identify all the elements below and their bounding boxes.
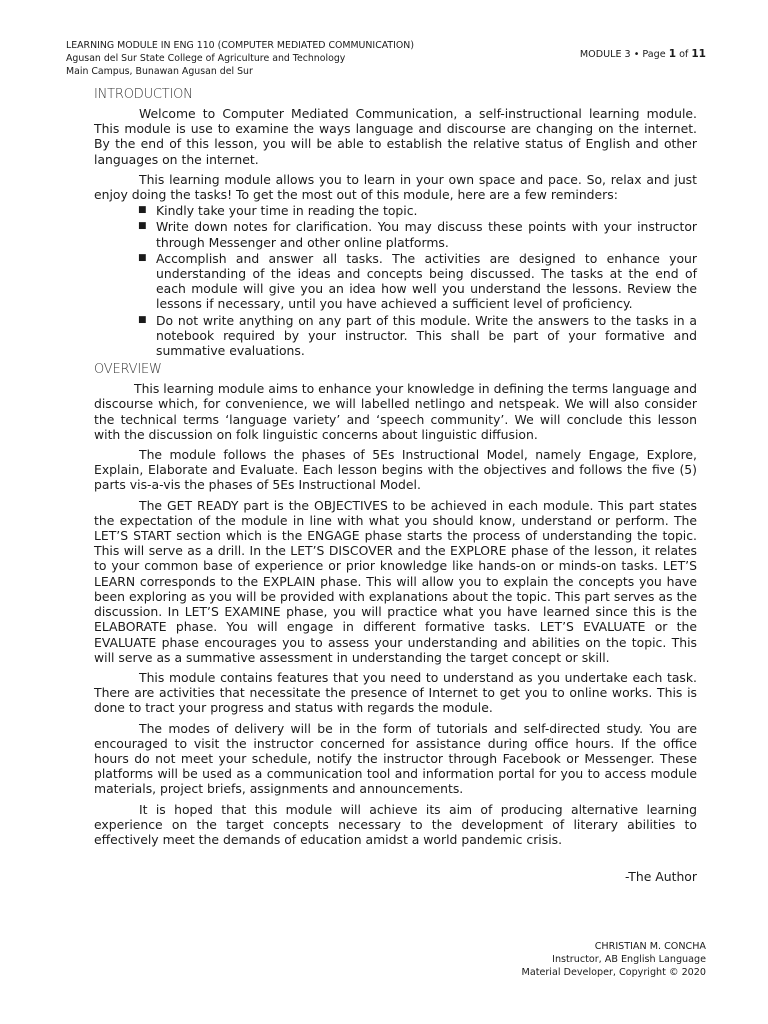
header-course-title: LEARNING MODULE IN ENG 110 (COMPUTER MEDIATED COMMUNICATION)	[66, 40, 414, 51]
header-institution: Agusan del Sur State College of Agriculture and Technology	[66, 53, 346, 64]
overview-paragraph: This module contains features that you need to understand as you undertake each task. There are activities that necessitate the presence of Internet to get you to online works. This is done to tract your progress and status with regards the module.	[94, 669, 697, 716]
author-signoff: -The Author	[624, 869, 697, 885]
module-label: MODULE 3 • Page	[579, 49, 669, 60]
footer-author-role: Instructor, AB English Language	[552, 954, 706, 965]
document-footer	[522, 940, 706, 979]
overview-paragraph: This learning module aims to enhance your knowledge in defining the terms language and discourse which, for convenience, we will labelled netlingo and netspeak. We will also consider the technical terms ‘language variety’ and ‘speech community’. We will conclude this lesson with the discussion on folk linguistic concerns about linguistic diffusion.	[94, 381, 697, 442]
document-body	[94, 84, 697, 884]
square-bullet-icon: ■	[138, 252, 147, 263]
footer-copyright: Material Developer, Copyright © 2020	[521, 967, 706, 978]
square-bullet-icon: ■	[138, 221, 147, 232]
overview-paragraph: The GET READY part is the OBJECTIVES to be achieved in each module. This part states the expectation of the module in line with what you should know, understand or perform. The LET’S START section which is the ENGAGE phase starts the process of understanding the topic. This will serve as a drill. In the LET’S DISCOVER and the EXPLORE phase of the lesson, it relates to your common base of experience or prior knowledge like hands-on or minds-on tasks. LET’S LEARN corresponds to the EXPLAIN phase. This will allow you to explain the concepts you have been exploring as you will be provided with explanations about the topic. This part serves as the discussion. In LET’S EXAMINE phase, you will practice what you have learned since this is the ELABORATE phase. You will engage in different formative tasks. LET’S EVALUATE or the EVALUATE phase encourages you to assess your understanding and abilities on the topic. This will serve as a summative assessment in understanding the target concept or skill.	[94, 497, 697, 665]
overview-paragraph: It is hoped that this module will achieve its aim of producing alternative learning experience on the target concepts necessary to the development of literary abilities to effectively meet the demands of education amidst a world pandemic crisis.	[94, 801, 697, 847]
header-campus: Main Campus, Bunawan Agusan del Sur	[66, 66, 253, 77]
list-item: ■ Accomplish and answer all tasks. The activities are designed to enhance your understanding of the ideas and concepts being discussed. The tasks at the end of each module will give you an idea how well you understand the lessons. Review the lessons if necessary, until you have achieved a sufficient level of proficiency.	[138, 250, 697, 312]
overview-heading: OVERVIEW	[94, 362, 162, 378]
page-current: 1	[668, 48, 677, 60]
overview-paragraph: The module follows the phases of 5Es Instructional Model, namely Engage, Explore, Explain, Elaborate and Evaluate. Each lesson begins with the objectives and follows the five (5) parts vis-a-vis the phases of 5Es Instructional Model.	[94, 447, 697, 493]
square-bullet-icon: ■	[138, 205, 147, 216]
overview-paragraph: The modes of delivery will be in the form of tutorials and self-directed study. You are encouraged to visit the instructor concerned for assistance during office hours. If the office hours do not meet your schedule, notify the instructor through Facebook or Messenger. These platforms will be used as a communication tool and information portal for you to access module materials, project briefs, assignments and announcements.	[94, 720, 697, 797]
square-bullet-icon: ■	[138, 314, 147, 325]
page-of: of	[676, 49, 692, 60]
introduction-heading: INTRODUCTION	[94, 87, 193, 102]
list-item: ■ Do not write anything on any part of this module. Write the answers to the tasks in a notebook required by your instructor. This shall be part of your formative and summative evaluations.	[138, 312, 697, 359]
list-item: ■ Kindly take your time in reading the topic.	[138, 203, 418, 219]
page-total: 11	[691, 48, 706, 60]
introduction-paragraph: Welcome to Computer Mediated Communication, a self-instructional learning module. This module is use to examine the ways language and discourse are changing on the internet. By the end of this lesson, you will be able to establish the relative status of English and other languages on the internet.	[94, 106, 697, 167]
footer-author-name: CHRISTIAN M. CONCHA	[594, 941, 706, 952]
page-indicator	[580, 48, 706, 60]
introduction-paragraph: This learning module allows you to learn in your own space and pace. So, relax and just enjoy doing the tasks! To get the most out of this module, here are a few reminders:	[94, 171, 697, 203]
list-item: ■ Write down notes for clarification. You may discuss these points with your instructor through Messenger and other online platforms.	[138, 219, 697, 250]
reminders-list	[94, 203, 697, 358]
document-header	[66, 39, 414, 78]
